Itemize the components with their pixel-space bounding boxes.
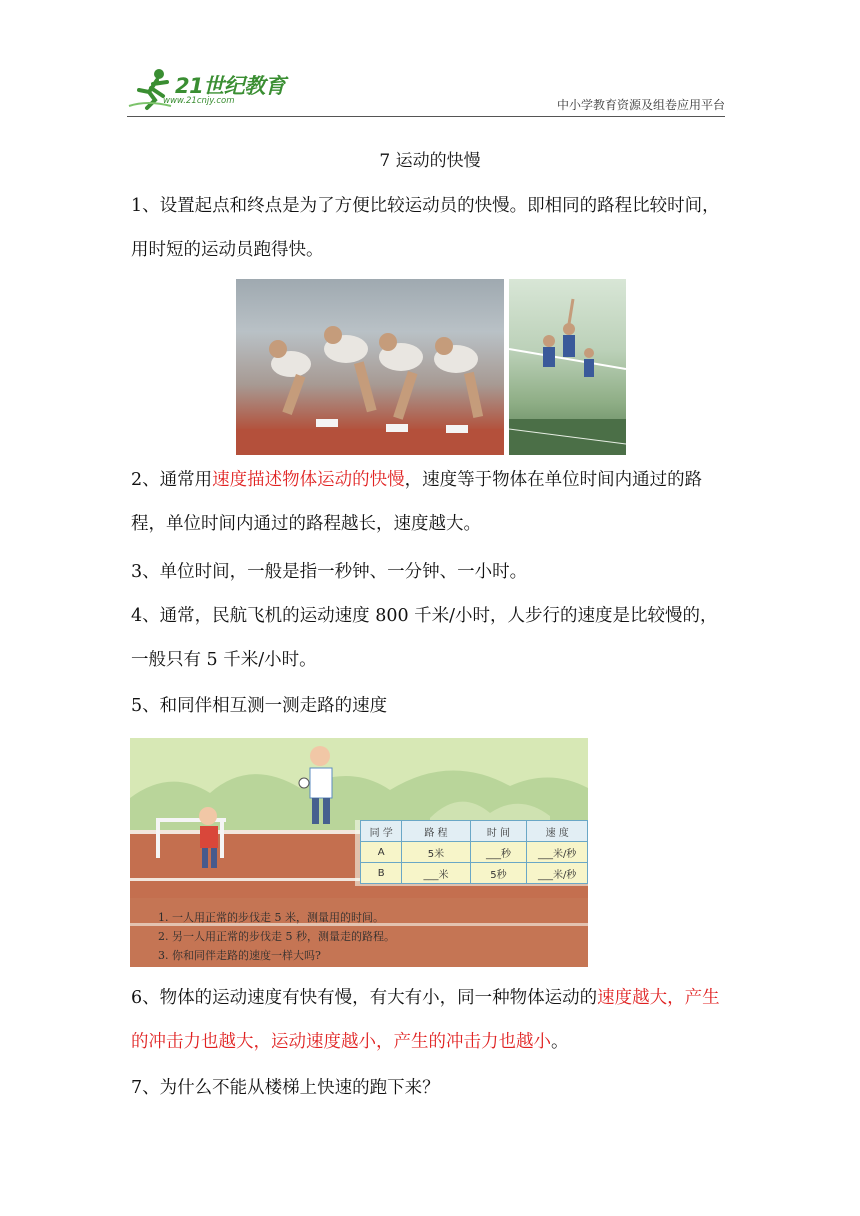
survey-cell: ___米 (402, 863, 470, 884)
survey-cell: 5秒 (470, 863, 527, 884)
site-logo (127, 66, 297, 112)
page-title: 7 运动的快慢 (379, 151, 481, 171)
header-platform-text: 中小学教育资源及组卷应用平台 (556, 98, 725, 112)
paragraph-2-highlight: 速度描述物体运动的快慢 (212, 470, 405, 490)
survey-table (360, 820, 588, 884)
paragraph-1: 1、设置起点和终点是为了方便比较运动员的快慢。即相同的路程比较时间，用时短的运动员跑得快。 (131, 196, 720, 260)
paragraph-6-text-b: 。 (551, 1032, 569, 1052)
paragraph-6 (131, 976, 731, 1064)
survey-cell: ___米/秒 (527, 863, 588, 884)
walking-speed-illustration (130, 738, 588, 967)
sprinters-illustration (236, 279, 504, 455)
survey-cell: ___秒 (470, 842, 527, 863)
survey-step: 3. 你和同伴走路的速度一样大吗? (158, 949, 321, 962)
survey-cell: ___米/秒 (527, 842, 588, 863)
logo-text: 21世纪教育 (175, 74, 286, 98)
paragraph-7: 7、为什么不能从楼梯上快速的跑下来？ (131, 1078, 440, 1098)
finish-line-photo (509, 279, 626, 455)
sprint-start-photo (236, 279, 504, 455)
paragraph-2-text-a: 2、通常用 (131, 470, 213, 490)
paragraph-2-text-b: ，速度等于物体在单位时间内通过的路程，单位时间内通过的路程越长，速度越大。 (131, 470, 703, 534)
logo-url: www.21cnjy.com (163, 96, 235, 106)
survey-header-cell: 路 程 (402, 821, 470, 842)
survey-cell: 5米 (402, 842, 470, 863)
paragraph-4: 4、通常，民航飞机的运动速度 800 千米/小时，人步行的速度是比较慢的，一般只有 5 千米/小时。 (131, 606, 718, 670)
finish-runners-illustration (509, 279, 626, 455)
survey-row (361, 842, 588, 863)
survey-step: 2. 另一人用正常的步伐走 5 秒，测量走的路程。 (158, 930, 395, 943)
survey-step: 1. 一人用正常的步伐走 5 米，测量用的时间。 (158, 911, 384, 924)
survey-cell: B (361, 863, 402, 884)
survey-header-cell: 速 度 (527, 821, 588, 842)
paragraph-5: 5、和同伴相互测一测走路的速度 (131, 696, 388, 716)
paragraph-3: 3、单位时间，一般是指一秒钟、一分钟、一小时。 (131, 562, 528, 582)
page-header (127, 62, 725, 117)
survey-header-cell: 同 学 (361, 821, 402, 842)
survey-header-cell: 时 间 (470, 821, 527, 842)
survey-steps (158, 908, 395, 965)
survey-cell: A (361, 842, 402, 863)
paragraph-2 (131, 458, 731, 546)
paragraph-6-text-a: 6、物体的运动速度有快有慢，有大有小，同一种物体运动的 (131, 988, 598, 1008)
survey-header-row (361, 821, 588, 842)
survey-row (361, 863, 588, 884)
paragraph-6-highlight: 速度越大，产生的冲击力也越大，运动速度越小，产生的冲击力也越小 (131, 988, 720, 1052)
